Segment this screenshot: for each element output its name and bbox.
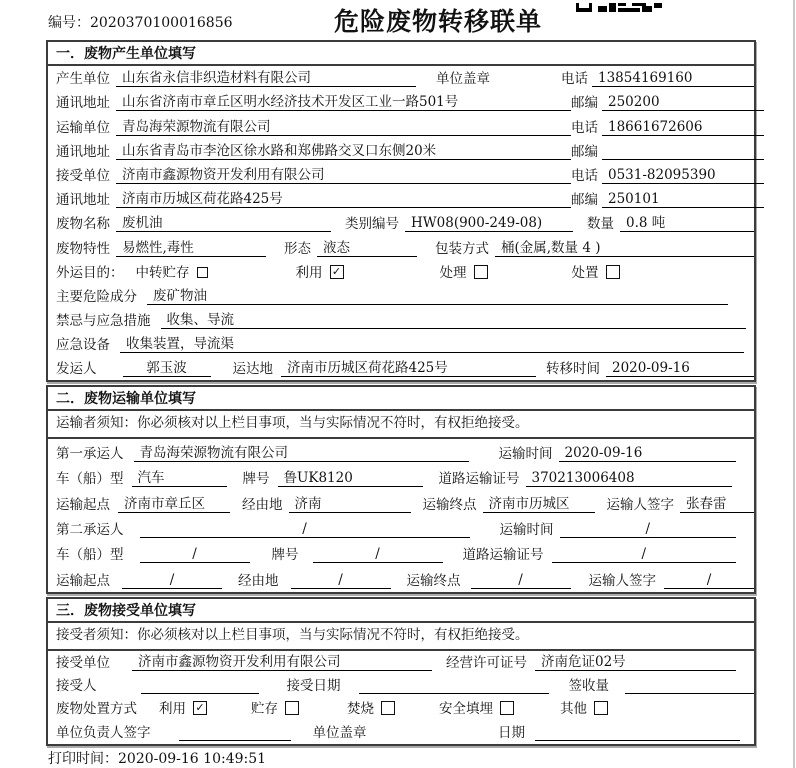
carrier-sign-label: 运输人签字 (606, 496, 674, 513)
road-permit2-value: / (552, 546, 737, 563)
section-transport (46, 385, 756, 593)
waste-name-label: 废物名称 (56, 216, 110, 233)
transport-unit-label: 运输单位 (56, 119, 110, 136)
document-number-label: 编号： (48, 15, 90, 31)
section-producer (46, 40, 756, 382)
unit-seal-label: 单位盖章 (312, 724, 367, 741)
option-utilize-label: 利用 (159, 701, 186, 718)
producer-address-value: 山东省济南市章丘区明水经济技术开发区工业一路501号 (116, 94, 571, 111)
row-receiver-address (48, 187, 754, 211)
plate2-value: / (313, 546, 443, 563)
vehicle-type-label: 车（船）型 (56, 471, 124, 488)
waste-name-value: 废机油 (116, 215, 331, 232)
road-permit-label: 道路运输证号 (462, 547, 544, 564)
row-purpose (48, 260, 754, 284)
equipment-label: 应急设备 (56, 337, 110, 354)
date-label: 日期 (498, 724, 525, 741)
waste-props-label: 废物特性 (56, 240, 110, 257)
taboo-value: 收集、导流 (161, 312, 747, 329)
form-value: 液态 (317, 240, 417, 257)
phone-label: 电话 (561, 71, 588, 88)
quantity-label: 数量 (587, 216, 614, 233)
transport-time-value: 2020-09-16 (559, 445, 737, 462)
carrier2-value: / (140, 521, 470, 538)
option-utilize-label: 利用 (295, 264, 323, 281)
signed-amount-value (625, 677, 754, 694)
row-receive-unit (48, 651, 754, 674)
carrier-sign-label: 运输人签字 (588, 572, 656, 589)
receive-unit-value: 济南市鑫源物资开发利用有限公司 (132, 654, 432, 671)
option-treat-label: 处理 (439, 264, 467, 281)
route-via-value: 济南 (289, 496, 411, 513)
transport-time-label: 运输时间 (499, 522, 554, 538)
acceptor-value (141, 677, 259, 694)
zip-label: 邮编 (571, 192, 598, 209)
row-vehicle1 (48, 465, 754, 490)
quantity-value: 0.8 吨 (620, 215, 754, 232)
destination-value: 济南市历城区荷花路425号 (281, 360, 536, 377)
option-dispose-label: 处置 (571, 264, 599, 281)
document-number-value: 2020370100016856 (90, 15, 233, 31)
accept-date-value (359, 677, 549, 694)
transport-zip-value (602, 143, 764, 160)
purpose-label: 外运目的： (56, 264, 124, 281)
receiver-unit-label: 接受单位 (56, 167, 110, 184)
print-time-label: 打印时间： (48, 751, 118, 767)
producer-zip-value: 250200 (602, 94, 764, 111)
disposal-method-label: 废物处置方式 (56, 701, 137, 718)
plate-label: 牌号 (271, 547, 299, 564)
vehicle-type-label: 车（船）型 (56, 547, 124, 564)
route-via2-value: / (291, 572, 391, 589)
equipment-value: 收集装置，导流渠 (120, 336, 744, 353)
section-receiver-title: 三．废物接受单位填写 (48, 599, 754, 623)
receiver-address-value: 济南市历城区荷花路425号 (116, 191, 571, 208)
route-via-label: 经由地 (242, 496, 283, 513)
row-vehicle2 (48, 541, 754, 566)
receive-unit-label: 接受单位 (56, 654, 110, 671)
producer-phone-value: 13854169160 (592, 70, 754, 87)
receiver-notice: 接受者须知：你必须核对以上栏目事项，当与实际情况不符时，有权拒绝接受。 (48, 623, 754, 651)
option-incinerate-label: 焚烧 (347, 701, 374, 718)
producer-unit-value: 山东省永信非织造材料有限公司 (116, 70, 416, 87)
category-code-value: HW08(900-249-08) (405, 215, 573, 232)
plate-value: 鲁UK8120 (278, 470, 423, 487)
transport-notice: 运输者须知：你必须核对以上栏目事项，当与实际情况不符时，有权拒绝接受。 (48, 411, 754, 439)
responsible-sign-label: 单位负责人签字 (56, 724, 151, 741)
row-acceptor (48, 674, 754, 697)
packaging-label: 包装方式 (435, 240, 489, 257)
address-label: 通讯地址 (56, 143, 110, 160)
row-signoff (48, 720, 754, 743)
category-code-label: 类别编号 (345, 216, 399, 233)
row-waste-name (48, 211, 754, 235)
address-label: 通讯地址 (56, 95, 110, 112)
dispatcher-label: 发运人 (56, 361, 97, 378)
checkbox-treat[interactable] (474, 265, 488, 279)
checkbox-disposal-utilize-checked[interactable]: ✓ (193, 701, 207, 715)
page-title: 危险废物转移联单 (334, 8, 543, 36)
transport-address-value: 山东省青岛市李沧区徐水路和郑佛路交叉口东侧20米 (116, 143, 571, 160)
form-label: 形态 (284, 240, 311, 257)
zip-label: 邮编 (571, 143, 598, 160)
print-time (48, 748, 266, 768)
row-route1 (48, 490, 754, 515)
plate-label: 牌号 (242, 471, 270, 488)
vehicle-type2-value: / (140, 546, 250, 563)
route-start-value: 济南市章丘区 (118, 496, 230, 513)
carrier2-label: 第二承运人 (56, 522, 124, 538)
road-permit-label: 道路运输证号 (438, 471, 520, 488)
row-producer-unit (48, 66, 754, 90)
acceptor-label: 接受人 (56, 678, 97, 695)
packaging-value: 桶(金属,数量 4 ) (495, 240, 754, 257)
destination-label: 运达地 (232, 361, 273, 378)
hazard-value: 废矿物油 (147, 288, 728, 305)
road-permit-value: 370213006408 (526, 470, 733, 487)
qr-code-fragment-icon (576, 0, 664, 16)
checkbox-disposal-incinerate[interactable] (381, 701, 395, 715)
transport-time-label: 运输时间 (498, 445, 553, 462)
receiver-phone-value: 0531-82095390 (602, 167, 764, 184)
phone-label: 电话 (571, 119, 598, 136)
transport-time2-value: / (560, 521, 737, 538)
row-route2 (48, 566, 754, 591)
taboo-label: 禁忌与应急措施 (56, 313, 151, 330)
responsible-sign-value (179, 724, 291, 741)
row-receiver-unit (48, 163, 754, 187)
route-end-label: 运输终点 (422, 496, 477, 513)
receiver-unit-value: 济南市鑫源物资开发利用有限公司 (116, 167, 571, 184)
route-start-label: 运输起点 (56, 572, 110, 589)
hazard-label: 主要危险成分 (56, 288, 137, 305)
row-hazard (48, 284, 754, 308)
dispatcher-value: 郭玉波 (123, 360, 211, 377)
row-equipment (48, 332, 754, 356)
carrier-sign2-value: / (664, 572, 754, 589)
row-taboo (48, 308, 754, 332)
address-label: 通讯地址 (56, 192, 110, 209)
row-dispatch (48, 356, 754, 380)
document-number (48, 12, 233, 32)
page-right-edge (793, 0, 795, 768)
section-producer-title: 一．废物产生单位填写 (48, 42, 754, 66)
checkbox-disposal-other[interactable] (594, 701, 608, 715)
row-carrier2 (48, 516, 754, 541)
print-time-value: 2020-09-16 10:49:51 (118, 751, 267, 767)
business-permit-label: 经营许可证号 (446, 654, 527, 671)
option-other-label: 其他 (560, 701, 587, 718)
transfer-time-label: 转移时间 (546, 361, 600, 378)
carrier1-label: 第一承运人 (56, 445, 124, 462)
option-transfer-storage-label: 中转贮存 (135, 264, 190, 281)
vehicle-type-value: 汽车 (132, 470, 227, 487)
checkbox-disposal-landfill[interactable] (500, 701, 514, 715)
row-disposal (48, 697, 754, 720)
manifest-form (46, 40, 756, 749)
row-waste-props (48, 235, 754, 259)
row-carrier1 (48, 439, 754, 464)
route-end-label: 运输终点 (406, 572, 461, 589)
option-landfill-label: 安全填埋 (439, 701, 493, 718)
transport-phone-value: 18661672606 (602, 119, 764, 136)
checkbox-transfer-storage[interactable] (197, 267, 208, 278)
transfer-time-value: 2020-09-16 (606, 360, 754, 377)
unit-seal-label: 单位盖章 (436, 71, 490, 88)
business-permit-value: 济南危证02号 (535, 654, 736, 671)
route-start2-value: / (122, 572, 222, 589)
checkbox-disposal-store[interactable] (285, 701, 299, 715)
carrier-sign-value: 张春雷 (680, 496, 754, 513)
route-end-value: 济南市历城区 (483, 496, 595, 513)
row-producer-address (48, 90, 754, 114)
row-transport-address (48, 139, 754, 163)
checkbox-dispose[interactable] (606, 265, 620, 279)
route-start-label: 运输起点 (56, 496, 110, 513)
option-store-label: 贮存 (251, 701, 278, 718)
row-transport-unit (48, 114, 754, 138)
transport-unit-value: 青岛海荣源物流有限公司 (116, 119, 571, 136)
receiver-zip-value: 250101 (602, 191, 764, 208)
signed-amount-label: 签收量 (568, 678, 609, 695)
section-receiver (46, 597, 756, 746)
zip-label: 邮编 (571, 95, 598, 112)
carrier1-value: 青岛海荣源物流有限公司 (134, 445, 469, 462)
producer-unit-label: 产生单位 (56, 71, 110, 88)
checkbox-utilize-checked[interactable]: ✓ (330, 265, 344, 279)
phone-label: 电话 (571, 167, 598, 184)
waste-props-value: 易燃性,毒性 (116, 240, 266, 257)
date-value (535, 724, 740, 741)
accept-date-label: 接受日期 (286, 678, 341, 695)
section-transport-title: 二．废物运输单位填写 (48, 387, 754, 411)
route-via-label: 经由地 (238, 572, 279, 589)
route-end2-value: / (471, 572, 571, 589)
